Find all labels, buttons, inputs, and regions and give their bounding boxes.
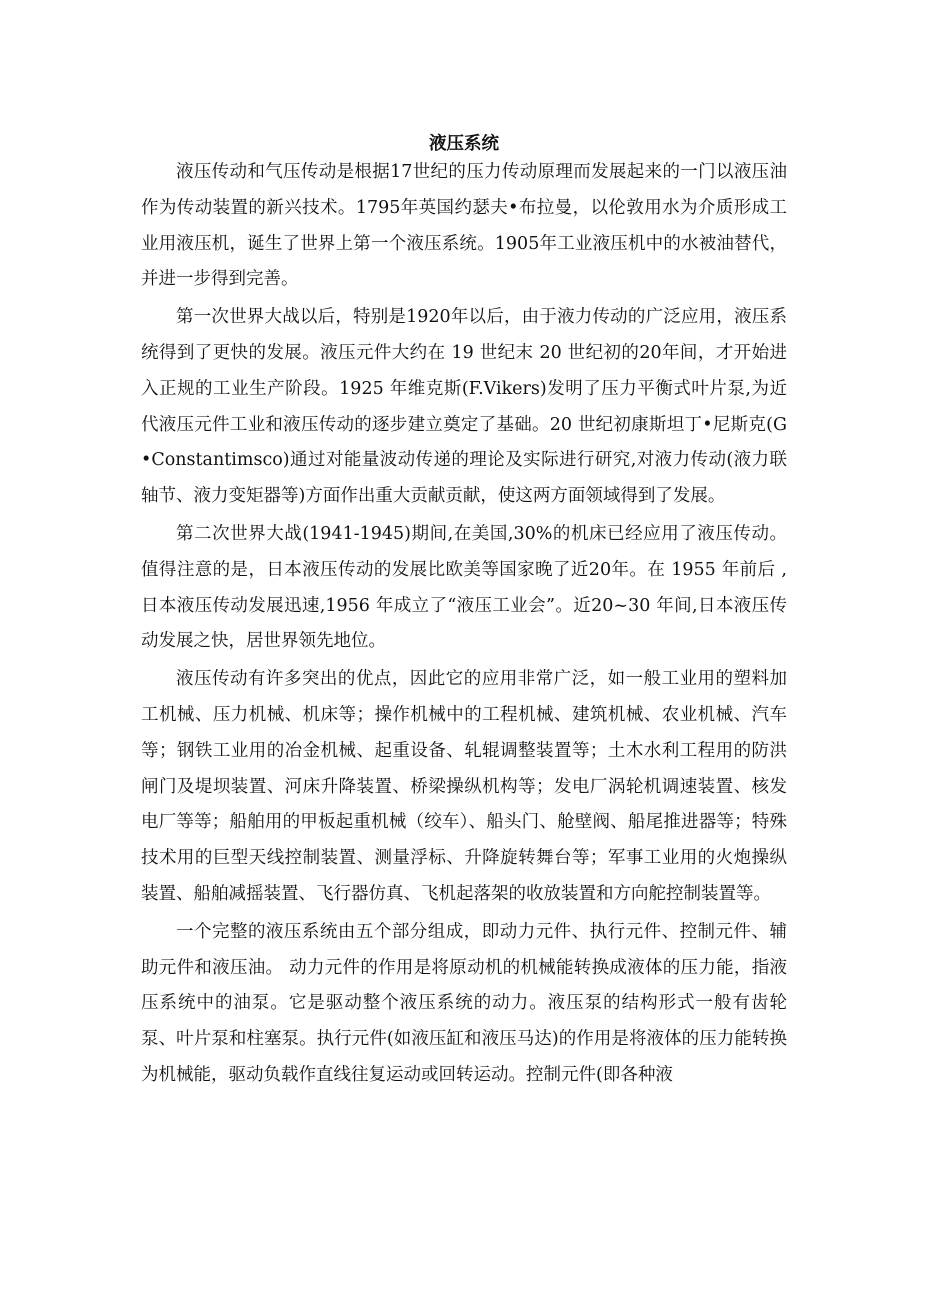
document-body — [141, 133, 787, 1096]
paragraph-components: 一个完整的液压系统由五个部分组成，即动力元件、执行元件、控制元件、辅助元件和液压油。 动力元件的作用是将原动机的机械能转换成液体的压力能，指液压系统中的油泵。它是驱动整个液压系统的动力。液压泵的结构形式一般有齿轮泵、叶片泵和柱塞泵。执行元件(如液压缸和液压马达)的作用是将液体的压力能转换为机械能，驱动负载作直线往复运动或回转运动。控制元件(即各种液 — [141, 921, 787, 1085]
paragraph-applications: 液压传动有许多突出的优点，因此它的应用非常广泛，如一般工业用的塑料加工机械、压力机械、机床等；操作机械中的工程机械、建筑机械、农业机械、汽车等；钢铁工业用的冶金机械、起重设备、轧辊调整装置等；土木水利工程用的防洪闸门及堤坝装置、河床升降装置、桥梁操纵机构等；发电厂涡轮机调速装置、核发电厂等等；船舶用的甲板起重机械（绞车）、船头门、舱壁阀、船尾推进器等；特殊技术用的巨型天线控制装置、测量浮标、升降旋转舞台等；军事工业用的火炮操纵装置、船舶减摇装置、飞行器仿真、飞机起落架的收放装置和方向舵控制装置等。 — [141, 669, 787, 904]
paragraph-ww1-development: 第一次世界大战以后，特别是1920年以后，由于液力传动的广泛应用，液压系统得到了更快的发展。液压元件大约在 19 世纪末 20 世纪初的20年间，才开始进入正规的工业生产阶段。1925 年维克斯(F.Vikers)发明了压力平衡式叶片泵,为近代液压元件工业和液压传动的逐步建立奠定了基础。20 世纪初康斯坦丁•尼斯克(G•Constantimsco)通过对能量波动传递的理论及实际进行研究,对液力传动(液力联轴节、液力变矩器等)方面作出重大贡献贡献，使这两方面领域得到了发展。 — [141, 307, 787, 507]
paragraph-history: 液压传动和气压传动是根据17世纪的压力传动原理而发展起来的一门以液压油作为传动装置的新兴技术。1795年英国约瑟夫•布拉曼，以伦敦用水为介质形成工业用液压机，诞生了世界上第一个液压系统。1905年工业液压机中的水被油替代，并进一步得到完善。 — [141, 162, 787, 290]
paragraph-ww2-development: 第二次世界大战(1941-1945)期间,在美国,30%的机床已经应用了液压传动。值得注意的是，日本液压传动的发展比欧美等国家晚了近20年。在 1955 年前后 , 日本液压传动发展迅速,1956 年成立了“液压工业会”。近20~30 年间,日本液压传动发展之快，居世界领先地位。 — [141, 523, 787, 652]
document-title: 液压系统 — [429, 134, 499, 154]
